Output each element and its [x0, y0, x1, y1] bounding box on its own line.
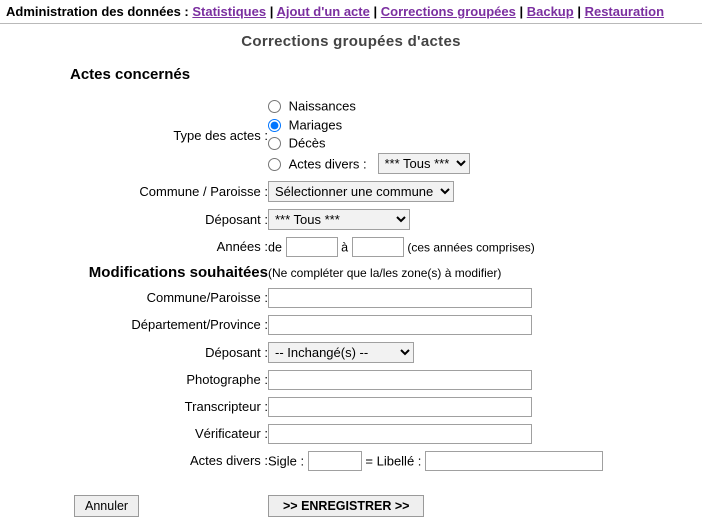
- select-mod-deposant[interactable]: [268, 342, 414, 363]
- save-button[interactable]: >> ENREGISTRER >>: [268, 495, 424, 517]
- input-mod-transcripteur[interactable]: [268, 397, 532, 417]
- section-modifications-hint: (Ne compléter que la/les zone(s) à modifier): [268, 265, 502, 280]
- radio-option-deces[interactable]: [268, 134, 603, 153]
- input-mod-verificateur[interactable]: [268, 424, 532, 444]
- nav-link-restauration[interactable]: Restauration: [584, 4, 665, 19]
- input-annee-fin[interactable]: [352, 237, 404, 257]
- row-mod-departement-province: [0, 315, 603, 335]
- input-mod-photographe[interactable]: [268, 370, 532, 390]
- label-sigle: Sigle :: [268, 453, 305, 469]
- input-mod-commune-paroisse[interactable]: [268, 288, 532, 308]
- nav-separator: |: [519, 4, 524, 19]
- label-type-actes: Type des actes :: [173, 127, 268, 143]
- field-annees: [268, 237, 603, 257]
- radio-option-naissances[interactable]: [268, 97, 603, 116]
- row-mod-transcripteur: [0, 397, 603, 417]
- radio-naissances[interactable]: [268, 100, 281, 113]
- nav-separator: |: [577, 4, 581, 19]
- input-mod-departement-province[interactable]: [268, 315, 532, 335]
- section-heading-actes-concernes: Actes concernés: [70, 66, 191, 83]
- header-divider: [0, 23, 702, 24]
- section-heading-modifications-cell: [0, 264, 268, 281]
- section-heading-modifications: Modifications souhaitées: [88, 263, 268, 281]
- page-title: Corrections groupées d'actes: [241, 33, 461, 50]
- nav-separator: |: [373, 4, 378, 19]
- row-mod-deposant: [0, 342, 603, 363]
- row-mod-actes-divers: [0, 451, 603, 471]
- row-section-modifications: [0, 264, 603, 281]
- nav-link-ajout-acte[interactable]: Ajout d'un acte: [276, 4, 370, 19]
- input-sigle[interactable]: [308, 451, 362, 471]
- annees-to-prefix: à: [341, 240, 349, 255]
- annees-note: (ces années comprises): [407, 240, 535, 255]
- row-deposant-filter: [0, 209, 603, 230]
- input-libelle[interactable]: [425, 451, 603, 471]
- nav-separator: |: [269, 4, 274, 19]
- label-mod-deposant: Déposant :: [205, 344, 268, 360]
- nav-link-corrections-groupees[interactable]: Corrections groupées: [380, 4, 516, 19]
- select-commune-filter[interactable]: [268, 181, 454, 202]
- section-modifications-hint-cell: [268, 264, 603, 281]
- radio-mariages[interactable]: [268, 119, 281, 132]
- field-mod-transcripteur: [268, 397, 603, 417]
- nav-link-statistiques[interactable]: Statistiques: [192, 4, 267, 19]
- nav-link-backup[interactable]: Backup: [526, 4, 574, 19]
- radio-actes-divers[interactable]: [268, 158, 281, 171]
- row-type-actes: [0, 97, 603, 174]
- label-annees: Années :: [216, 239, 268, 255]
- field-type-actes: [268, 97, 603, 174]
- radio-label-naissances[interactable]: Naissances: [288, 98, 356, 114]
- select-deposant-filter[interactable]: [268, 209, 410, 230]
- input-annee-debut[interactable]: [286, 237, 338, 257]
- form-table: [0, 97, 603, 471]
- label-mod-verificateur: Vérificateur :: [195, 426, 268, 442]
- field-commune-filter: [268, 181, 603, 202]
- label-mod-transcripteur: Transcripteur :: [184, 399, 268, 415]
- label-deposant-filter: Déposant :: [205, 211, 268, 227]
- top-navigation: [0, 0, 702, 19]
- field-mod-verificateur: [268, 424, 603, 444]
- label-commune-filter: Commune / Paroisse :: [139, 183, 268, 199]
- radio-option-actes-divers[interactable]: [268, 153, 603, 174]
- field-mod-commune-paroisse: [268, 288, 603, 308]
- nav-title: Administration des données :: [6, 4, 189, 19]
- row-mod-commune-paroisse: [0, 288, 603, 308]
- row-mod-verificateur: [0, 424, 603, 444]
- label-mod-photographe: Photographe :: [186, 372, 268, 388]
- label-libelle: = Libellé :: [365, 453, 422, 469]
- row-mod-photographe: [0, 370, 603, 390]
- radio-option-mariages[interactable]: [268, 116, 603, 135]
- field-mod-departement-province: [268, 315, 603, 335]
- field-mod-actes-divers: [268, 451, 603, 471]
- label-mod-commune-paroisse: Commune/Paroisse :: [146, 290, 268, 306]
- corrections-form: [0, 97, 702, 525]
- label-mod-actes-divers: Actes divers :: [189, 453, 268, 469]
- label-mod-departement-province: Département/Province :: [131, 317, 268, 333]
- field-deposant-filter: [268, 209, 603, 230]
- row-commune-filter: [0, 181, 603, 202]
- field-mod-deposant: [268, 342, 603, 363]
- annees-from-prefix: de: [268, 240, 282, 255]
- cancel-button[interactable]: Annuler: [74, 495, 139, 517]
- field-mod-photographe: [268, 370, 603, 390]
- radio-label-deces[interactable]: Décès: [288, 135, 326, 151]
- radio-label-actes-divers[interactable]: Actes divers :: [288, 156, 367, 172]
- radio-deces[interactable]: [268, 137, 281, 150]
- radio-label-mariages[interactable]: Mariages: [288, 117, 343, 133]
- row-annees: [0, 237, 603, 257]
- select-actes-divers-type[interactable]: [378, 153, 470, 174]
- form-actions: [0, 495, 702, 525]
